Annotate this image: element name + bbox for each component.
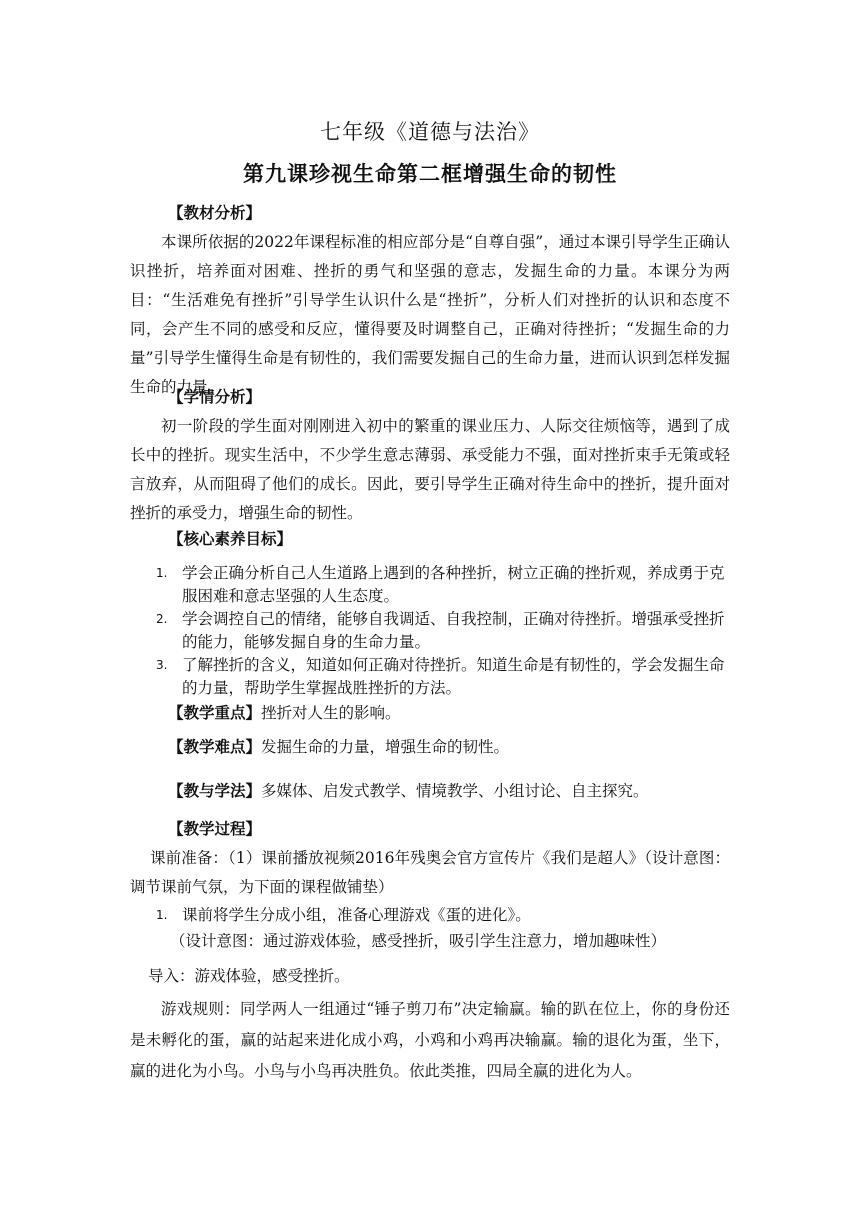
goals-heading: 【核心素养目标】 [168,530,293,548]
goal-text: 学会正确分析自己人生道路上遇到的各种挫折，树立正确的挫折观，养成勇于克服困难和意志坚强的人生态度。 [182,564,725,605]
section-student-analysis [130,383,730,528]
section-process [130,815,730,927]
difficult-heading: 【教学难点】 [168,738,262,756]
goal-number: 2. [156,612,168,626]
goal-text: 学会调控自己的情绪，能够自我调适、自我控制，正确对待挫折。增强承受挫折的能力，能够发掘自身的生命力量。 [182,610,725,651]
prep-item-text: 课前将学生分成小组，准备心理游戏《蛋的进化》。 [182,906,531,924]
section-difficult-point [130,733,768,762]
design-intent-row [130,927,730,956]
key-body: 挫折对人生的影响。 [261,704,401,722]
student-body: 初一阶段的学生面对刚刚进入初中的繁重的课业压力、人际交往烦恼等，遇到了成长中的挫折。现实生活中，不少学生意志薄弱、承受能力不强，面对挫折束手无策或轻言放弃，从而阻碍了他们的成长。因此，要引导学生正确对待生命中的挫折，提升面对挫折的承受力，增强生命的韧性。 [130,417,730,522]
goal-item [130,608,730,654]
material-body: 本课所依据的2022年课程标准的相应部分是“自尊自强”，通过本课引导学生正确认识挫折，培养面对困难、挫折的勇气和坚强的意志，发掘生命的力量。本课分为两目：“生活难免有挫折”引导学生认识什么是“挫折”，分析人们对挫折的认识和态度不同，会产生不同的感受和反应，懂得要及时调整自己，正确对待挫折；“发掘生命的力量”引导学生懂得生命是有韧性的，我们需要发掘自己的生命力量，进而认识到怎样发掘生命的力量。 [130,233,730,396]
section-core-goals [130,525,730,700]
section-methods [130,777,768,806]
intro-row [130,962,730,991]
material-heading: 【教材分析】 [168,204,262,222]
goal-number: 1. [156,566,168,580]
prep-list [130,904,730,927]
game-rules: 游戏规则：同学两人一组通过“锤子剪刀布”决定输赢。输的趴在位上，你的身份还是未孵化的蛋，赢的站起来进化成小鸡，小鸡和小鸡再决输赢。输的退化为蛋，坐下，赢的进化为小鸟。小鸟与小鸟再决胜负。依此类推，四局全赢的进化为人。 [130,1000,730,1080]
section-material-analysis [130,199,730,402]
prep-item-number: 1. [156,908,168,922]
goal-item [130,562,730,608]
key-heading: 【教学重点】 [168,704,262,722]
document-title-grade: 七年级《道德与法治》 [320,120,540,144]
goal-number: 3. [156,658,168,672]
intro-text: 导入：游戏体验，感受挫折。 [148,967,350,985]
document-title-lesson: 第九课珍视生命第二框增强生命的韧性 [243,162,617,186]
design-intent: （设计意图：通过游戏体验，感受挫折，吸引学生注意力，增加趣味性） [170,932,667,950]
process-heading: 【教学过程】 [168,820,262,838]
goal-item [130,654,730,700]
methods-body: 多媒体、启发式教学、情境教学、小组讨论、自主探究。 [261,782,649,800]
game-rules-row [130,994,730,1087]
student-heading: 【学情分析】 [168,388,262,406]
methods-heading: 【教与学法】 [168,782,262,800]
prep-item [130,904,730,927]
goals-list [130,562,730,700]
difficult-body: 发掘生命的力量，增强生命的韧性。 [261,738,510,756]
goal-text: 了解挫折的含义，知道如何正确对待挫折。知道生命是有韧性的，学会发掘生命的力量，帮助学生掌握战胜挫折的方法。 [182,656,725,697]
section-key-point [130,699,768,728]
process-prep: 课前准备：（1）课前播放视频2016年残奥会官方宣传片《我们是超人》（设计意图：调节课前气氛，为下面的课程做铺垫） [130,849,730,896]
